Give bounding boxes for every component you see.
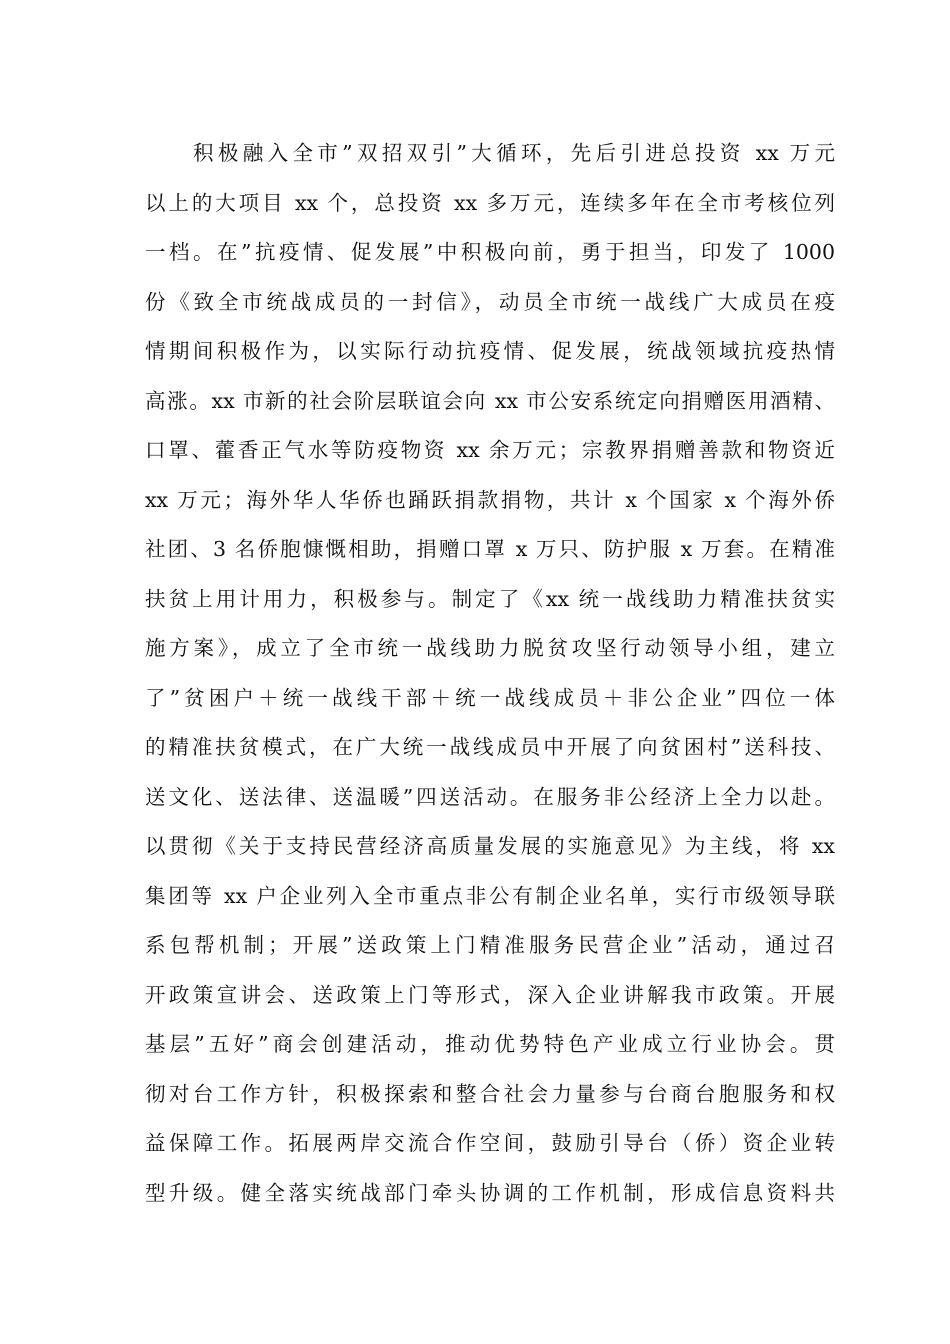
paragraph-line-5: 情期间积极作为，以实际行动抗疫情、促发展，统战领域抗疫热情 — [145, 339, 835, 363]
paragraph-line-15: 以贯彻《关于支持民营经济高质量发展的实施意见》为主线，将 xx — [145, 834, 835, 858]
paragraph-line-13: 的精准扶贫模式，在广大统一战线成员中开展了向贫困村”送科技、 — [145, 735, 835, 759]
paragraph-line-8: xx 万元；海外华人华侨也踊跃捐款捐物，共计 x 个国家 x 个海外侨 — [145, 488, 835, 512]
paragraph-line-2: 以上的大项目 xx 个，总投资 xx 多万元，连续多年在全市考核位列 — [145, 191, 835, 215]
paragraph-line-14: 送文化、送法律、送温暖”四送活动。在服务非公经济上全力以赴。 — [145, 785, 835, 809]
paragraph-line-7: 口罩、藿香正气水等防疫物资 xx 余万元；宗教界捐赠善款和物资近 — [145, 438, 835, 462]
paragraph-line-11: 施方案》，成立了全市统一战线助力脱贫攻坚行动领导小组，建立 — [145, 636, 835, 660]
paragraph-line-18: 开政策宣讲会、送政策上门等形式，深入企业讲解我市政策。开展 — [145, 983, 835, 1007]
paragraph-line-9: 社团、3 名侨胞慷慨相助，捐赠口罩 x 万只、防护服 x 万套。在精准 — [145, 537, 835, 561]
paragraph-line-3: 一档。在”抗疫情、促发展”中积极向前，勇于担当，印发了 1000 — [145, 240, 835, 264]
paragraph-line-19: 基层”五好”商会创建活动，推动优势特色产业成立行业协会。贯 — [145, 1032, 835, 1056]
paragraph-line-12: 了”贫困户＋统一战线干部＋统一战线成员＋非公企业”四位一体 — [145, 686, 835, 710]
paragraph-line-17: 系包帮机制；开展”送政策上门精准服务民营企业”活动，通过召 — [145, 933, 835, 957]
paragraph-line-20: 彻对台工作方针，积极探索和整合社会力量参与台商台胞服务和权 — [145, 1082, 835, 1106]
paragraph-line-6: 高涨。xx 市新的社会阶层联谊会向 xx 市公安系统定向捐赠医用酒精、 — [145, 389, 835, 413]
paragraph-line-10: 扶贫上用计用力，积极参与。制定了《xx 统一战线助力精准扶贫实 — [145, 587, 835, 611]
paragraph-line-1: 积极融入全市”双招双引”大循环，先后引进总投资 xx 万元 — [193, 141, 835, 165]
paragraph-line-16: 集团等 xx 户企业列入全市重点非公有制企业名单，实行市级领导联 — [145, 884, 835, 908]
paragraph-line-21: 益保障工作。拓展两岸交流合作空间，鼓励引导台（侨）资企业转 — [145, 1131, 835, 1155]
paragraph-line-4: 份《致全市统战成员的一封信》，动员全市统一战线广大成员在疫 — [145, 290, 835, 314]
paragraph-line-22: 型升级。健全落实统战部门牵头协调的工作机制，形成信息资料共 — [145, 1181, 835, 1205]
